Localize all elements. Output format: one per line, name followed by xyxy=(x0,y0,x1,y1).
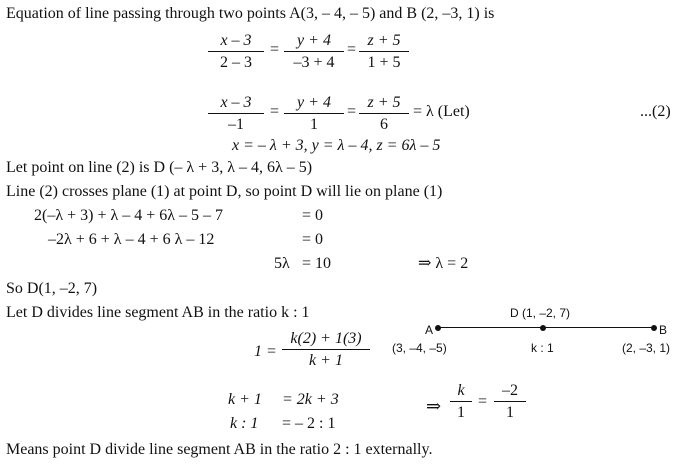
equals-sign: = xyxy=(478,393,488,410)
ratio-intro-text: Let D divides line segment AB in the ratio k : 1 xyxy=(6,304,310,321)
numerator: z + 5 xyxy=(359,94,409,114)
denominator: 1 xyxy=(457,404,465,421)
lambda-result: ⇒ λ = 2 xyxy=(418,255,469,272)
equation-ref: ...(2) xyxy=(640,103,671,120)
numerator: –2 xyxy=(494,382,526,402)
line-point-text: Let point on line (2) is D (– λ + 3, λ – 4, 6λ – 5) xyxy=(6,159,313,176)
ratio-lhs: 1 = xyxy=(254,343,277,360)
denominator: 1 xyxy=(506,404,514,421)
calc-result-3: = 10 xyxy=(302,255,332,272)
calc-line-3: 5λ xyxy=(274,255,290,272)
k-over-1-fraction xyxy=(450,382,472,422)
k-eq-1-right: = 2k + 3 xyxy=(282,391,339,408)
fraction-z1 xyxy=(359,32,409,72)
calc-line-1: 2(–λ + 3) + λ – 4 + 6λ – 5 – 7 xyxy=(34,207,223,224)
fraction-z2 xyxy=(359,94,409,134)
equals-sign: = xyxy=(347,41,357,58)
calc-result-1: = 0 xyxy=(302,207,324,224)
fraction-y1 xyxy=(284,32,344,72)
numerator: k xyxy=(450,382,472,402)
point-a-dot xyxy=(435,325,441,331)
fraction-y2 xyxy=(284,94,344,134)
k-eq-2-left: k : 1 xyxy=(230,415,259,432)
numerator: x – 3 xyxy=(208,32,264,52)
denominator: –1 xyxy=(228,116,244,133)
crosses-text: Line (2) crosses plane (1) at point D, so point D will lie on plane (1) xyxy=(6,183,443,200)
point-a-label: A xyxy=(425,323,434,337)
numerator: x – 3 xyxy=(208,94,264,114)
calc-result-2: = 0 xyxy=(302,231,324,248)
point-d-label: D (1, –2, 7) xyxy=(510,306,571,320)
equals-sign: = xyxy=(270,41,280,58)
denominator: 2 – 3 xyxy=(220,54,252,71)
k-eq-1-left: k + 1 xyxy=(228,391,262,408)
denominator: 1 + 5 xyxy=(367,54,401,71)
fraction-x2 xyxy=(208,94,264,134)
segment-ab xyxy=(438,327,654,328)
calc-line-2: –2λ + 6 + λ – 4 + 6 λ – 12 xyxy=(48,231,215,248)
ratio-label: k : 1 xyxy=(531,341,554,355)
so-d-text: So D(1, –2, 7) xyxy=(6,280,98,297)
equals-sign: = xyxy=(347,103,357,120)
lambda-let: = λ (Let) xyxy=(413,103,470,120)
minus2-over-1-fraction xyxy=(494,382,526,422)
implies-arrow: ⇒ xyxy=(426,396,442,416)
numerator: y + 4 xyxy=(284,94,344,114)
point-d-dot xyxy=(540,325,546,331)
point-a-coords: (3, –4, –5) xyxy=(392,341,447,355)
parametric-eq: x = – λ + 3, y = λ – 4, z = 6λ – 5 xyxy=(232,137,441,154)
denominator: 1 xyxy=(310,116,318,133)
point-b-dot xyxy=(651,325,657,331)
equals-sign: = xyxy=(270,103,280,120)
intro-text: Equation of line passing through two points A(3, – 4, – 5) and B (2, –3, 1) is xyxy=(6,5,495,22)
numerator: y + 4 xyxy=(284,32,344,52)
denominator: k + 1 xyxy=(309,352,343,369)
fraction-x1 xyxy=(208,32,264,72)
numerator: k(2) + 1(3) xyxy=(282,330,370,350)
denominator: 6 xyxy=(380,116,388,133)
k-eq-2-right: = – 2 : 1 xyxy=(282,415,336,432)
ratio-fraction xyxy=(282,330,370,370)
point-b-label: B xyxy=(659,323,668,337)
denominator: –3 + 4 xyxy=(293,54,335,71)
conclusion-text: Means point D divide line segment AB in the ratio 2 : 1 externally. xyxy=(6,441,433,458)
numerator: z + 5 xyxy=(359,32,409,52)
point-b-coords: (2, –3, 1) xyxy=(622,341,671,355)
